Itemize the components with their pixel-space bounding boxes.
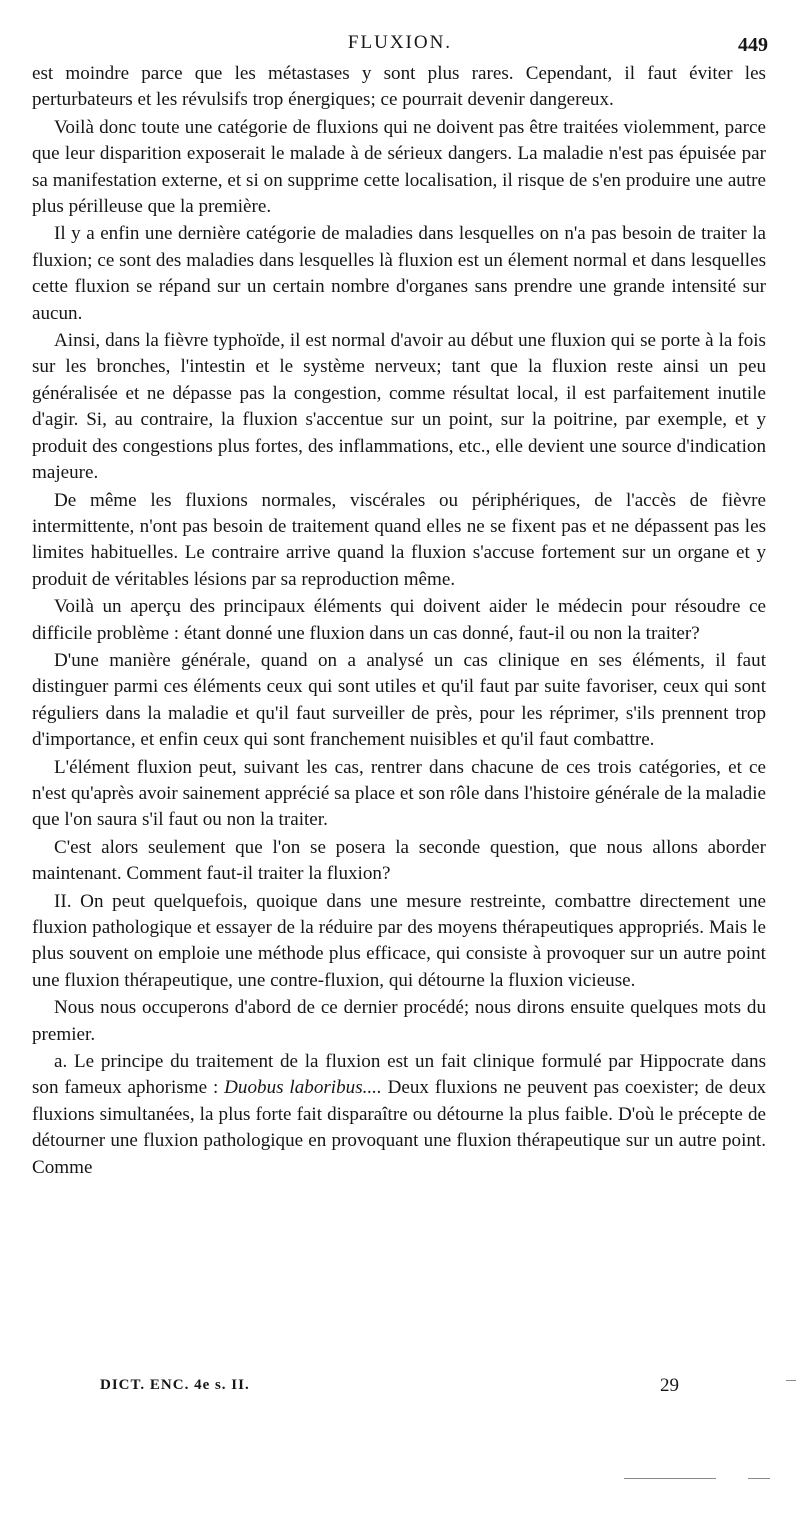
paragraph: Voilà donc toute une catégorie de fluxions qui ne doivent pas être traitées violemment, parce que leur disparition exposerait le malade à de sérieux dangers. La maladie n'est pas épuisée par sa manifestation externe, et si on supprime cette localisation, il risque de s'en produire une autre plus périlleuse que la première. — [32, 116, 766, 218]
principle-text-end: Deux fluxions ne peuvent pas coexister; de deux fluxions simultanées, la plus forte fait disparaître ou détourne la plus faible. D'où le précepte de détourner une fluxion pathologique en provoquant une fluxion thérapeutique sur un autre point. Comme — [32, 1077, 766, 1178]
page-number: 449 — [738, 34, 768, 56]
running-head — [32, 30, 768, 60]
scan-speck — [786, 1380, 796, 1381]
paragraph: Nous nous occuperons d'abord de ce dernier procédé; nous dirons ensuite quelques mots du premier. — [32, 997, 766, 1045]
running-title: FLUXION. — [347, 32, 453, 53]
paragraph: II. On peut quelquefois, quoique dans une mesure restreinte, combattre directement une fluxion pathologique et essayer de la réduire par des moyens thérapeutiques appropriés. Mais le plus souvent on emploie une méthode plus efficace, qui consiste à provoquer sur un autre point une fluxion thérapeutique, une contre-fluxion, qui détourne la fluxion vicieuse. — [32, 890, 766, 991]
paragraph: C'est alors seulement que l'on se posera la seconde question, que nous allons aborder maintenant. Comment faut-il traiter la fluxion? — [32, 836, 766, 885]
paragraph: Il y a enfin une dernière catégorie de maladies dans lesquelles on n'a pas besoin de traiter la fluxion; ce sont des maladies dans lesquelles là fluxion est un élement normal et dans lesquelles cette fluxion se répand sur un certain nombre d'organes sans prendre une grande intensité sur aucun. — [32, 223, 766, 324]
signature-mark: DICT. ENC. 4e s. II. — [100, 1377, 250, 1393]
paragraph-principle — [32, 1049, 766, 1181]
paragraph: D'une manière générale, quand on a analysé un cas clinique en ses éléments, il faut distinguer parmi ces éléments ceux qui sont utiles et qu'il faut par suite favoriser, ceux qui sont réguliers dans la maladie et qu'il faut surveiller de près, pour les réprimer, s'ils prennent trop d'importance, et enfin ceux qui sont franchement nuisibles et qu'il faut combattre. — [32, 649, 766, 751]
paragraph: Ainsi, dans la fièvre typhoïde, il est normal d'avoir au début une fluxion qui se porte à la fois sur les bronches, l'intestin et le système nerveux; tant que la fluxion reste ainsi un peu généralisée et ne dépasse pas la congestion, comme résultat local, il est parfaitement inutile d'agir. Si, au contraire, la fluxion s'accentue sur un point, sur la poitrine, par exemple, et y produit des congestions plus fortes, des inflammations, etc., elle devient une source d'indication majeure. — [32, 330, 766, 484]
body-text — [32, 61, 766, 1182]
paragraph: L'élément fluxion peut, suivant les cas, rentrer dans chacune de ces trois catégories, et ce n'est qu'après avoir sainement apprécié sa place et son rôle dans l'histoire générale de la maladie que l'on saura s'il faut ou non la traiter. — [32, 756, 766, 831]
paragraph: De même les fluxions normales, viscérales ou périphériques, de l'accès de fièvre intermittente, n'ont pas besoin de traitement quand elles ne se fixent pas et ne dépassent pas les limites habituelles. Le contraire arrive quand la fluxion s'accuse fortement sur un organe et y produit de véritables lésions par sa reproduction même. — [32, 489, 766, 590]
scan-speck — [748, 1478, 770, 1479]
paragraph: est moindre parce que les métastases y sont plus rares. Cependant, il faut éviter les perturbateurs et les révulsifs trop énergiques; ce pourrait devenir dangereux. — [32, 63, 766, 111]
sheet-number: 29 — [660, 1375, 679, 1396]
page-footer — [100, 1375, 700, 1401]
principle-text-start: a. Le principe du traitement de la fluxion est un fait clinique formulé par Hippocrate dans son fameux aphorisme : — [32, 1051, 766, 1099]
scan-speck — [624, 1478, 716, 1479]
latin-aphorism: Duobus laboribus.... — [224, 1077, 382, 1099]
paragraph: Voilà un aperçu des principaux éléments qui doivent aider le médecin pour résoudre ce difficile problème : étant donné une fluxion dans un cas donné, faut-il ou non la traiter? — [32, 596, 766, 644]
